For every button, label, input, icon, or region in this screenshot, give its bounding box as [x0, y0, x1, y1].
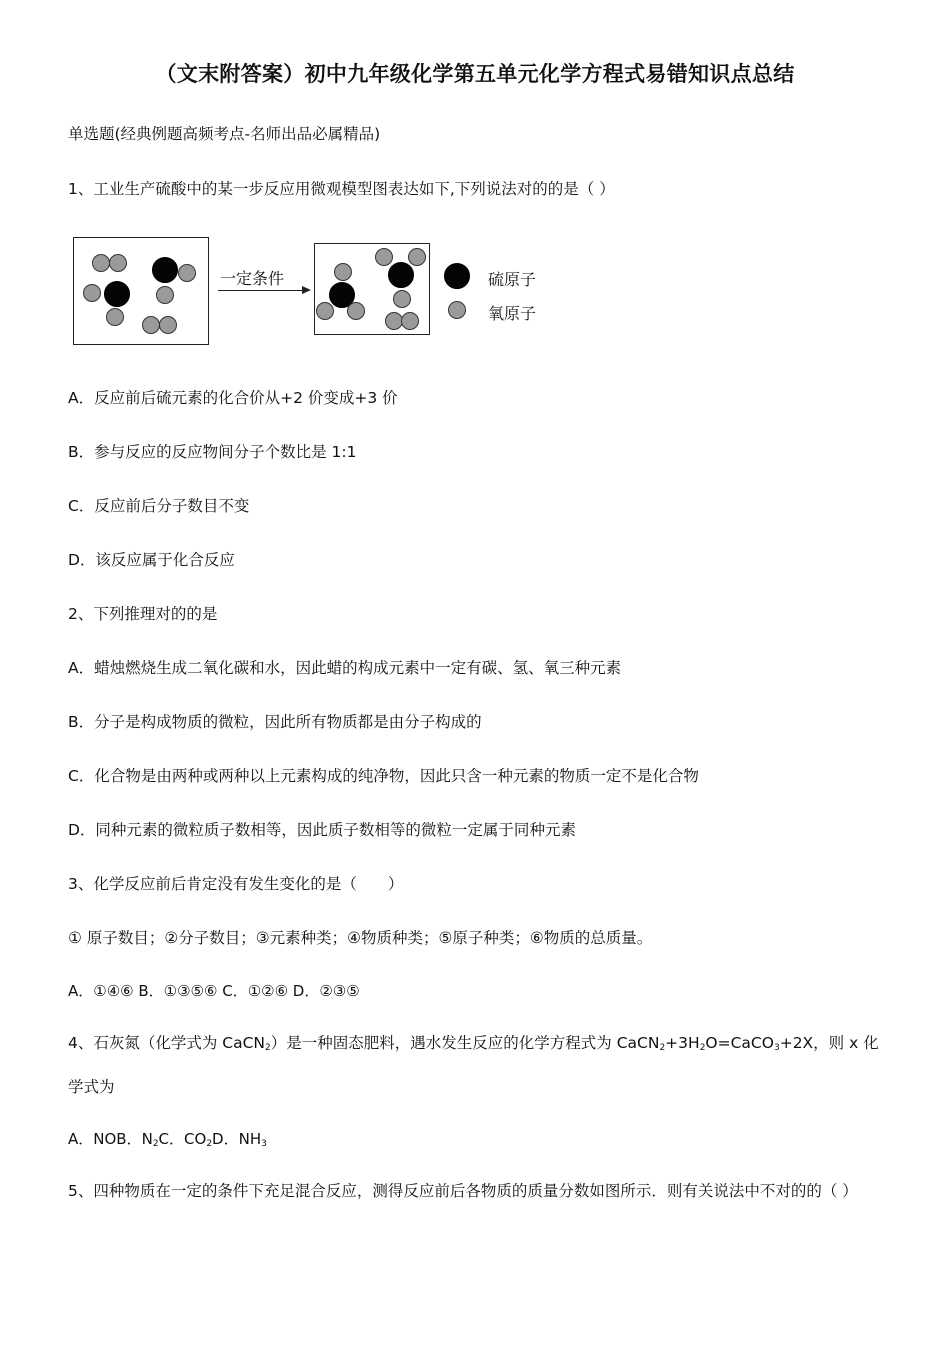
oxygen-atom [106, 308, 124, 326]
document-title: （文末附答案）初中九年级化学第五单元化学方程式易错知识点总结 [155, 62, 795, 86]
question-3-options: A．①④⑥ B．①③⑤⑥ C．①②⑥ D．②③⑤ [68, 982, 360, 1000]
question-2-option-a: A．蜡烛燃烧生成二氧化碳和水，因此蜡的构成元素中一定有碳、氢、氧三种元素 [68, 659, 622, 677]
oxygen-atom [316, 302, 334, 320]
question-2-stem: 2、下列推理对的的是 [68, 605, 218, 623]
question-1-option-c: C．反应前后分子数目不变 [68, 497, 250, 515]
oxygen-atom [408, 248, 426, 266]
oxygen-atom [393, 290, 411, 308]
q4-option-text: C．CO [158, 1130, 207, 1148]
oxygen-atom [347, 302, 365, 320]
q4-option-subscript: 2 [206, 1139, 213, 1149]
question-4-options [68, 1128, 267, 1149]
q4-subscript: 2 [699, 1043, 706, 1053]
question-4-stem [68, 1024, 880, 1107]
oxygen-atom [178, 264, 196, 282]
legend-oxygen-icon [448, 301, 466, 319]
question-3-stem: 3、化学反应前后肯定没有发生变化的是（ ） [68, 875, 404, 893]
legend-sulfur-label: 硫原子 [488, 270, 537, 289]
q4-option-text: D．NH [212, 1130, 262, 1148]
oxygen-atom [401, 312, 419, 330]
oxygen-atom [83, 284, 101, 302]
question-1-stem: 1、工业生产硫酸中的某一步反应用微观模型图表达如下,下列说法对的的是（ ） [68, 180, 615, 198]
question-1-option-b: B．参与反应的反应物间分子个数比是 1:1 [68, 443, 357, 461]
reaction-condition: 一定条件 [220, 269, 285, 288]
q4-text: ）是一种固态肥料，遇水发生反应的化学方程式为 CaCN [270, 1034, 660, 1052]
q4-option-subscript: 3 [261, 1139, 267, 1149]
oxygen-atom [92, 254, 110, 272]
oxygen-atom [156, 286, 174, 304]
q4-text: O=CaCO [705, 1034, 774, 1052]
reaction-arrow [218, 290, 306, 291]
section-heading: 单选题(经典例题高频考点-名师出品必属精品) [68, 125, 381, 143]
question-2-option-d: D．同种元素的微粒质子数相等，因此质子数相等的微粒一定属于同种元素 [68, 821, 576, 839]
sulfur-atom [104, 281, 130, 307]
oxygen-atom [334, 263, 352, 281]
reactants-box [73, 237, 209, 345]
oxygen-atom [159, 316, 177, 334]
sulfur-atom [388, 262, 414, 288]
q4-subscript: 2 [265, 1043, 271, 1053]
q4-subscript: 3 [773, 1043, 780, 1053]
q4-text: +3H [665, 1034, 700, 1052]
q4-option-subscript: 2 [152, 1139, 159, 1149]
q4-text: 4、石灰氮（化学式为 CaCN [68, 1034, 266, 1052]
q4-subscript: 2 [659, 1043, 666, 1053]
question-2-option-c: C．化合物是由两种或两种以上元素构成的纯净物，因此只含一种元素的物质一定不是化合物 [68, 767, 699, 785]
oxygen-atom [142, 316, 160, 334]
oxygen-atom [375, 248, 393, 266]
question-3-items: ① 原子数目；②分子数目；③元素种类；④物质种类；⑤原子种类；⑥物质的总质量。 [68, 929, 653, 947]
oxygen-atom [109, 254, 127, 272]
q4-option-text: A．NOB．N [68, 1130, 153, 1148]
arrow-head-icon [302, 286, 311, 294]
reaction-micro-model-diagram [70, 234, 560, 350]
legend-oxygen-label: 氧原子 [488, 304, 537, 323]
question-2-option-b: B．分子是构成物质的微粒，因此所有物质都是由分子构成的 [68, 713, 482, 731]
question-5-stem: 5、四种物质在一定的条件下充足混合反应，测得反应前后各物质的质量分数如图所示．则有关说法中不对的的（ ） [68, 1182, 858, 1200]
question-1-option-d: D．该反应属于化合反应 [68, 551, 235, 569]
question-1-option-a: A．反应前后硫元素的化合价从+2 价变成+3 价 [68, 389, 398, 407]
sulfur-atom [152, 257, 178, 283]
products-box [314, 243, 430, 335]
legend-sulfur-icon [444, 263, 470, 289]
q4-text: +2X，则 x 化学式为 [68, 1034, 879, 1096]
